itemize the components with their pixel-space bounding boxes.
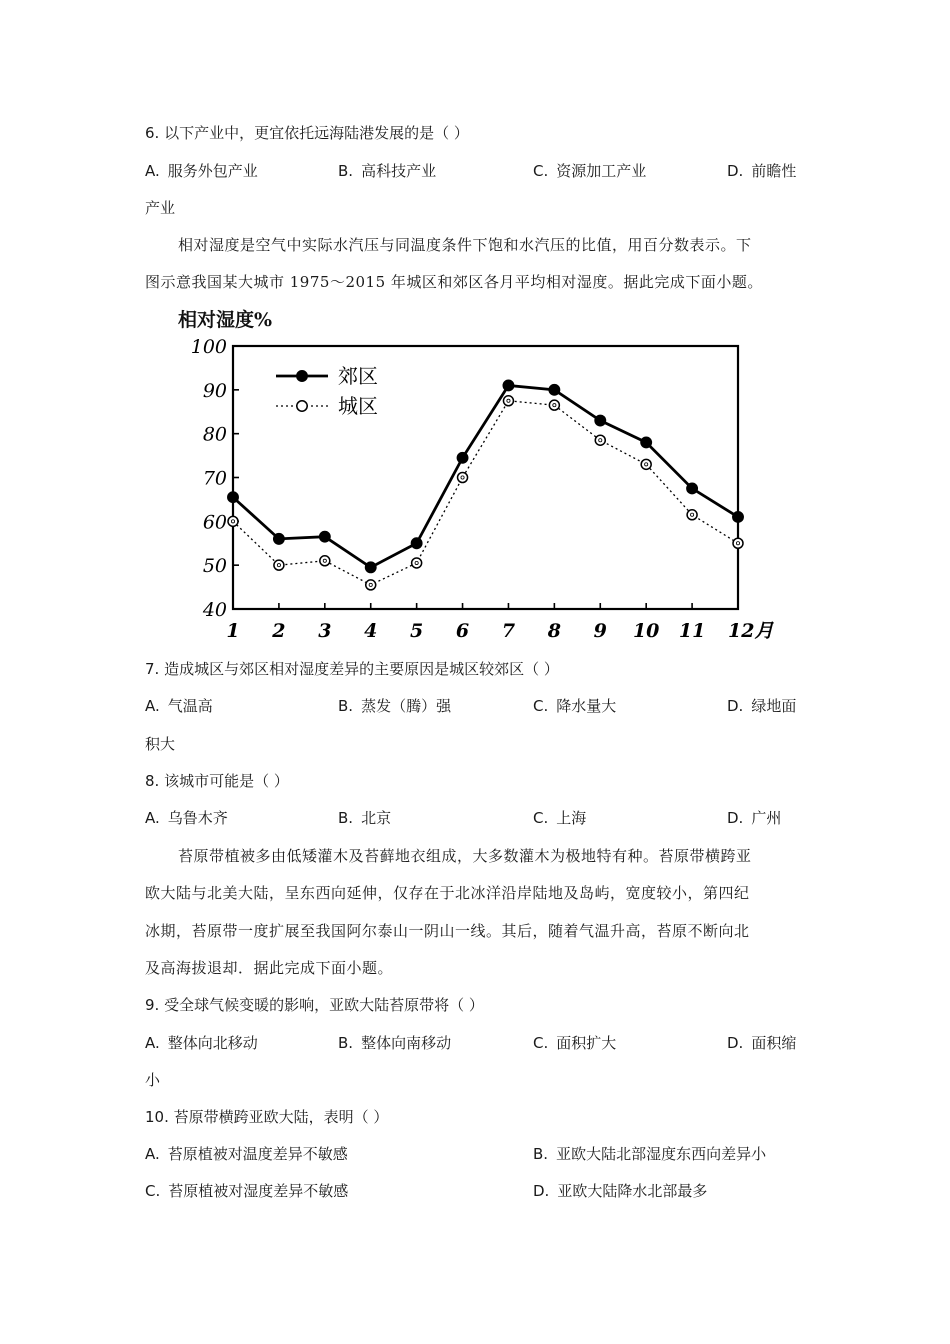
passage2-line3: 冰期，苔原带一度扩展至我国阿尔泰山一阴山一线。其后，随着气温升高，苔原不断向北 (145, 922, 750, 940)
option-text: 面积扩大 (556, 1034, 617, 1052)
data-point (274, 560, 284, 570)
option-text: 广州 (751, 809, 782, 827)
q7-option-c (533, 695, 616, 717)
q6-option-a (145, 160, 258, 182)
option-text: 服务外包产业 (167, 162, 258, 180)
option-text: 上海 (556, 809, 587, 827)
option-key: A. (145, 162, 160, 180)
option-key: A. (145, 697, 160, 715)
passage1-line1: 相对湿度是空气中实际水汽压与同温度条件下饱和水汽压的比值，用百分数表示。下 (178, 236, 752, 254)
x-tick-label: 2 (272, 620, 286, 642)
data-point (411, 538, 421, 548)
series-line-0 (233, 385, 738, 567)
data-point (687, 483, 697, 493)
y-tick-label: 50 (202, 555, 227, 578)
x-tick-label: 8 (547, 620, 561, 642)
q7-option-a (145, 695, 213, 717)
option-key: B. (338, 697, 354, 715)
q9-option-b (338, 1032, 451, 1054)
option-key: B. (338, 1034, 354, 1052)
x-tick-label: 3 (318, 620, 332, 642)
x-tick-label: 6 (455, 620, 470, 642)
y-tick-label: 90 (202, 379, 227, 402)
q6-option-wrap: 产业 (145, 199, 176, 217)
passage1-line2: 图示意我国某大城市 1975～2015 年城区和郊区各月平均相对湿度。据此完成下面小题。 (145, 273, 763, 291)
option-text: 整体向南移动 (361, 1034, 452, 1052)
q7-option-d (727, 695, 796, 717)
data-point (366, 562, 376, 572)
x-tick-label: 9 (593, 620, 607, 642)
q10-option-c (145, 1180, 348, 1202)
option-key: C. (533, 809, 549, 827)
data-point (457, 453, 467, 463)
data-point (733, 512, 743, 522)
data-point (549, 400, 559, 410)
passage2-line1: 苔原带植被多由低矮灌木及苔藓地衣组成，大多数灌木为极地特有种。苔原带横跨亚 (178, 847, 752, 865)
x-tick-label: 10 (632, 620, 660, 642)
option-text: 乌鲁木齐 (167, 809, 228, 827)
q8-option-a (145, 807, 228, 829)
option-text: 面积缩 (751, 1034, 797, 1052)
y-tick-label: 80 (202, 423, 227, 446)
data-point (412, 558, 422, 568)
option-text: 绿地面 (751, 697, 797, 715)
q8-option-d (727, 807, 781, 829)
x-tick-label: 7 (501, 620, 516, 642)
data-point (595, 435, 605, 445)
x-tick-label: 5 (410, 620, 424, 642)
x-tick-label: 12月 (728, 620, 774, 642)
data-point (641, 437, 651, 447)
q8-option-b (338, 807, 391, 829)
legend-label: 郊区 (338, 364, 378, 388)
data-point (228, 492, 238, 502)
y-tick-label: 60 (202, 511, 227, 534)
option-text: 蒸发（腾）强 (361, 697, 452, 715)
option-key: D. (727, 162, 744, 180)
option-key: B. (533, 1145, 549, 1163)
data-point (366, 580, 376, 590)
passage2-line4: 及高海拔退却．据此完成下面小题。 (145, 959, 394, 977)
option-key: D. (727, 809, 744, 827)
y-axis-label: 相对湿度% (178, 309, 273, 331)
legend-marker (297, 371, 307, 381)
q9-option-a (145, 1032, 258, 1054)
option-text: 苔原植被对湿度差异不敏感 (168, 1182, 349, 1200)
data-point (549, 385, 559, 395)
legend-label: 城区 (338, 394, 378, 418)
data-point (503, 396, 513, 406)
option-text: 气温高 (167, 697, 213, 715)
q10-option-b (533, 1143, 766, 1165)
data-point (733, 538, 743, 548)
data-point (274, 534, 284, 544)
option-text: 亚欧大陆北部湿度东西向差异小 (556, 1145, 767, 1163)
option-key: C. (533, 162, 549, 180)
q9-option-d (727, 1032, 796, 1054)
q10-option-d (533, 1180, 707, 1202)
q8-option-c (533, 807, 586, 829)
q6-option-d (727, 160, 796, 182)
option-text: 整体向北移动 (167, 1034, 258, 1052)
option-key: C. (533, 1034, 549, 1052)
passage2-line2: 欧大陆与北美大陆，呈东西向延伸，仅存在于北冰洋沿岸陆地及岛屿，宽度较小，第四纪 (145, 884, 750, 902)
option-key: D. (533, 1182, 550, 1200)
y-tick-label: 100 (190, 336, 227, 358)
question-6-stem: 6. 以下产业中，更宜依托远海陆港发展的是（ ） (145, 124, 469, 142)
humidity-line-chart (170, 300, 810, 645)
data-point (641, 459, 651, 469)
q9-option-wrap: 小 (145, 1071, 161, 1089)
option-text: 前瞻性 (751, 162, 797, 180)
x-tick-label: 1 (226, 620, 240, 642)
x-tick-label: 4 (364, 620, 378, 642)
option-key: D. (727, 697, 744, 715)
question-10-stem: 10. 苔原带横跨亚欧大陆，表明（ ） (145, 1108, 389, 1126)
q6-option-c (533, 160, 646, 182)
data-point (458, 473, 468, 483)
q7-option-wrap: 积大 (145, 735, 176, 753)
data-point (320, 531, 330, 541)
q6-option-b (338, 160, 436, 182)
option-key: A. (145, 1034, 160, 1052)
data-point (687, 510, 697, 520)
q7-option-b (338, 695, 451, 717)
option-key: C. (533, 697, 549, 715)
option-key: A. (145, 1145, 160, 1163)
option-text: 降水量大 (556, 697, 617, 715)
y-tick-label: 40 (202, 599, 227, 621)
option-key: D. (727, 1034, 744, 1052)
y-tick-label: 70 (202, 467, 227, 490)
option-text: 亚欧大陆降水北部最多 (557, 1182, 708, 1200)
chart-series (228, 380, 743, 590)
option-text: 苔原植被对温度差异不敏感 (167, 1145, 348, 1163)
q9-option-c (533, 1032, 616, 1054)
chart-legend (276, 364, 378, 418)
plot-frame (233, 346, 738, 609)
option-key: B. (338, 809, 354, 827)
data-point (228, 516, 238, 526)
question-8-stem: 8. 该城市可能是（ ） (145, 772, 289, 790)
question-9-stem: 9. 受全球气候变暖的影响，亚欧大陆苔原带将（ ） (145, 996, 484, 1014)
data-point (503, 380, 513, 390)
option-key: C. (145, 1182, 161, 1200)
legend-marker (297, 401, 307, 411)
option-key: A. (145, 809, 160, 827)
data-point (320, 556, 330, 566)
option-text: 资源加工产业 (556, 162, 647, 180)
x-tick-label: 11 (678, 620, 706, 642)
question-7-stem: 7. 造成城区与郊区相对湿度差异的主要原因是城区较郊区（ ） (145, 660, 559, 678)
option-text: 北京 (361, 809, 392, 827)
q10-option-a (145, 1143, 348, 1165)
option-text: 高科技产业 (361, 162, 437, 180)
data-point (595, 415, 605, 425)
option-key: B. (338, 162, 354, 180)
series-line-1 (233, 401, 738, 585)
